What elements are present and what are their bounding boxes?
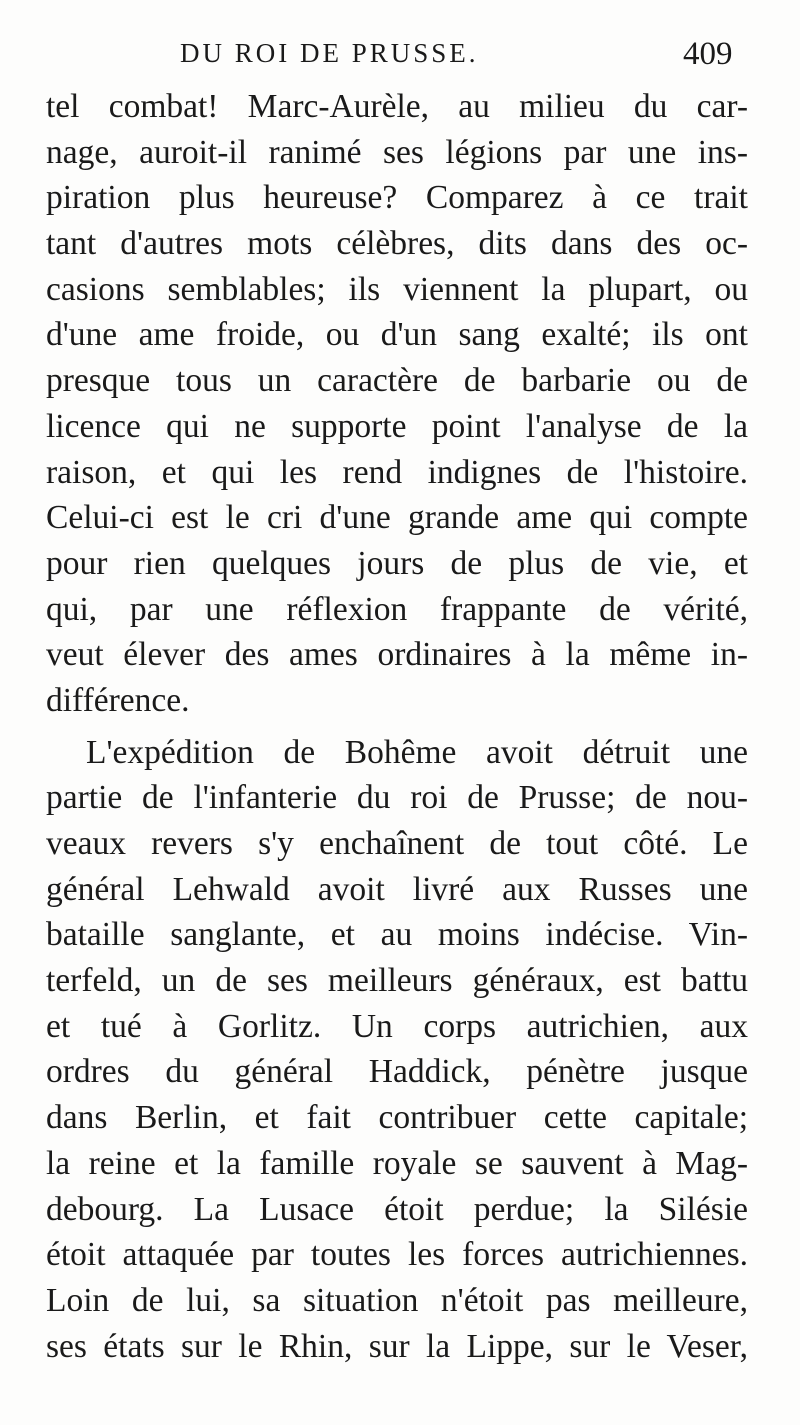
text-line: dans Berlin, et fait contribuer cette capitale; — [46, 1099, 748, 1137]
text-line: terfeld, un de ses meilleurs généraux, est battu — [46, 962, 748, 1000]
text-line: bataille sanglante, et au moins indécise. Vin- — [46, 916, 748, 954]
text-line: L'expédition de Bohême avoit détruit une — [86, 733, 748, 771]
text-line: Celui-ci est le cri d'une grande ame qui compte — [46, 499, 748, 537]
text-line: ordres du général Haddick, pénètre jusque — [46, 1053, 748, 1091]
text-line: licence qui ne supporte point l'analyse de la — [46, 407, 748, 445]
body-text — [46, 84, 748, 1369]
text-line: raison, et qui les rend indignes de l'histoire. — [46, 453, 748, 491]
text-line: pour rien quelques jours de plus de vie, et — [46, 544, 748, 582]
text-line: ses états sur le Rhin, sur la Lippe, sur le Veser, — [46, 1327, 748, 1365]
text-line: piration plus heureuse? Comparez à ce trait — [46, 179, 748, 217]
running-head — [0, 34, 800, 84]
text-line: presque tous un caractère de barbarie ou de — [46, 362, 748, 400]
text-line: différence. — [46, 681, 190, 719]
text-line: veaux revers s'y enchaînent de tout côté. Le — [46, 825, 748, 862]
text-line: nage, auroit-il ranimé ses légions par une ins- — [46, 133, 748, 171]
text-line: d'une ame froide, ou d'un sang exalté; ils ont — [46, 316, 748, 354]
page-number: 409 — [683, 36, 733, 72]
text-line: étoit attaquée par toutes les forces autrichiennes. — [46, 1236, 748, 1274]
text-line: et tué à Gorlitz. Un corps autrichien, aux — [46, 1007, 748, 1045]
text-line: tel combat! Marc-Aurèle, au milieu du car- — [46, 88, 748, 125]
text-line: veut élever des ames ordinaires à la même in- — [46, 636, 748, 674]
text-line: partie de l'infanterie du roi de Prusse; de nou- — [46, 779, 748, 817]
text-line: debourg. La Lusace étoit perdue; la Silésie — [46, 1190, 748, 1228]
text-line: la reine et la famille royale se sauvent à Mag- — [46, 1144, 748, 1182]
text-line: qui, par une réflexion frappante de vérité, — [46, 590, 748, 628]
text-line: casions semblables; ils viennent la plupart, ou — [46, 270, 748, 308]
text-line: tant d'autres mots célèbres, dits dans des oc- — [46, 225, 748, 263]
running-title: DU ROI DE PRUSSE. — [180, 38, 479, 68]
text-line: Loin de lui, sa situation n'étoit pas meilleure, — [46, 1281, 748, 1319]
text-line: général Lehwald avoit livré aux Russes une — [46, 870, 748, 908]
